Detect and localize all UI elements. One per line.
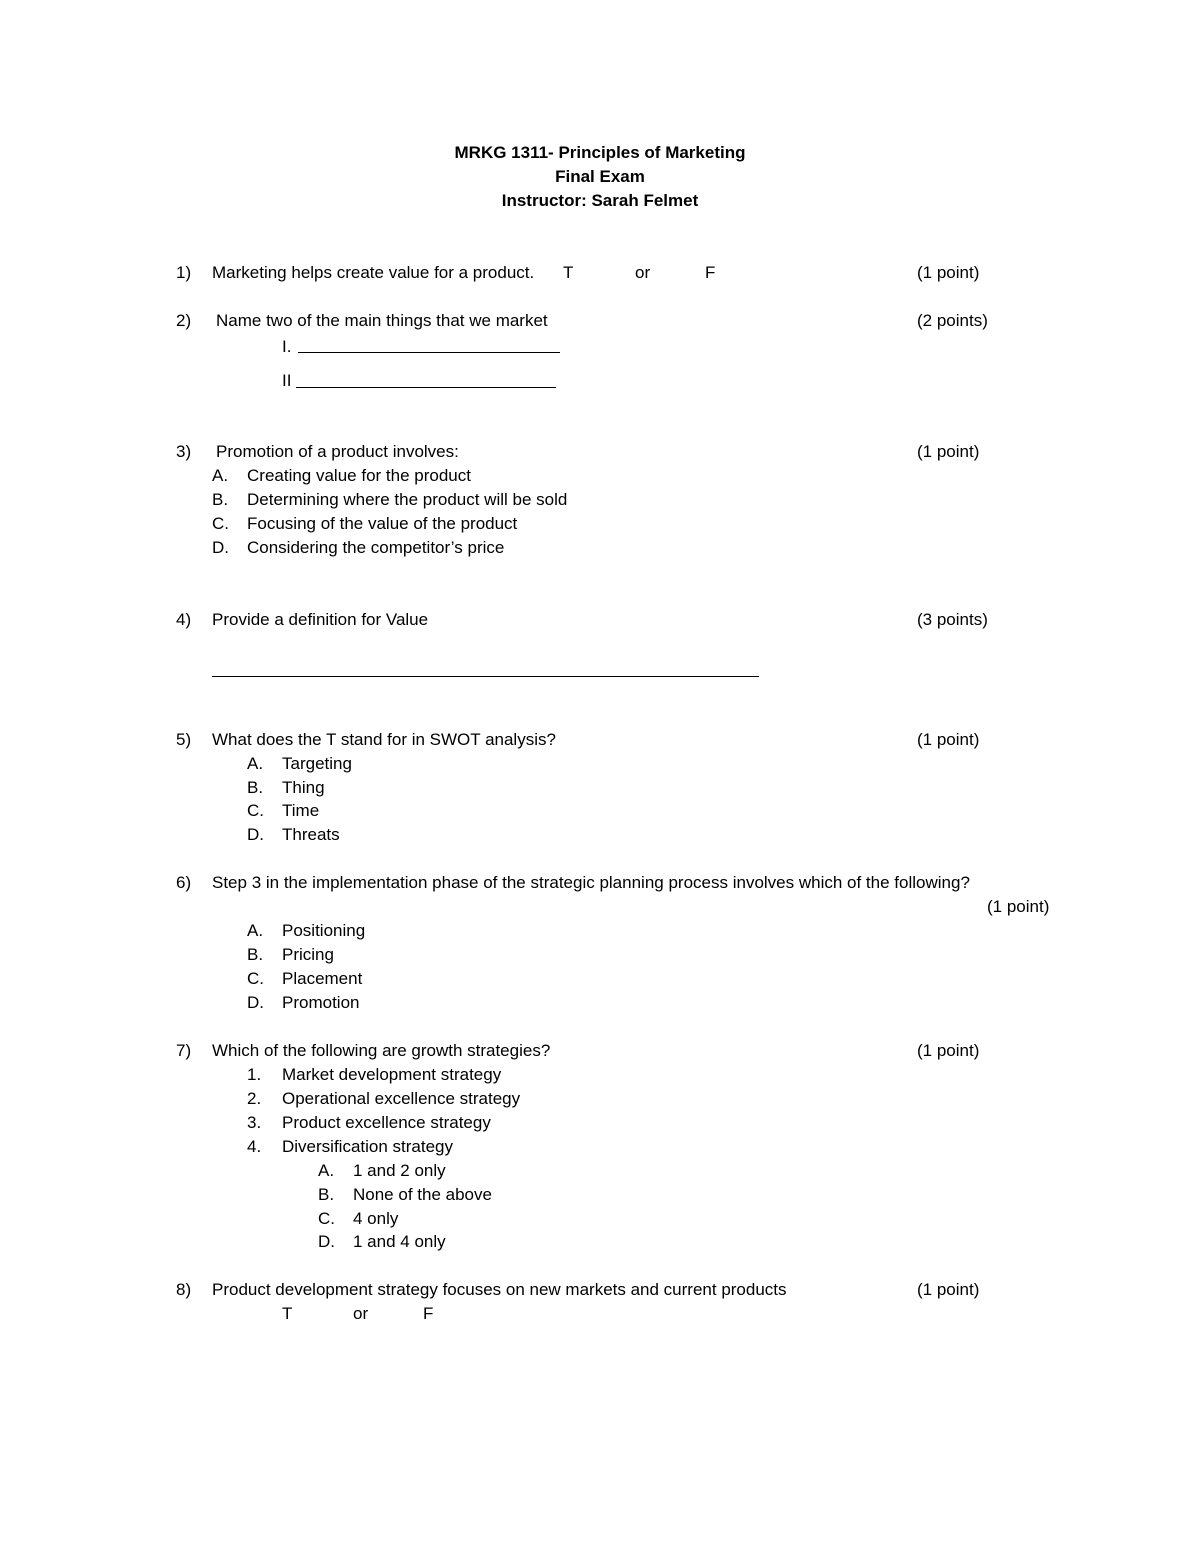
option-letter: B. [212, 490, 229, 509]
option-letter: A. [247, 921, 264, 940]
question-text: Which of the following are growth strategies? [212, 1041, 551, 1060]
question-number: 2) [176, 311, 192, 330]
option-letter: A. [212, 466, 229, 485]
definition-answer-blank[interactable] [212, 676, 759, 677]
option-text[interactable]: 1 and 4 only [353, 1232, 446, 1251]
answer-blank-2[interactable] [296, 387, 556, 388]
question-text: Product development strategy focuses on new markets and current products [212, 1280, 787, 1299]
item-text: Market development strategy [282, 1065, 502, 1084]
item-number: 2. [247, 1089, 262, 1108]
question-points: (1 point) [917, 730, 980, 749]
question-points: (2 points) [917, 311, 988, 330]
question-points: (1 point) [917, 1041, 980, 1060]
item-number: 4. [247, 1137, 262, 1156]
option-letter: C. [247, 801, 264, 820]
question-text: What does the T stand for in SWOT analysis? [212, 730, 556, 749]
option-text[interactable]: Pricing [282, 945, 334, 964]
option-letter: D. [318, 1232, 335, 1251]
question-points: (1 point) [917, 263, 980, 282]
true-option[interactable]: T [282, 1304, 293, 1323]
option-letter: D. [247, 825, 264, 844]
option-text[interactable]: Placement [282, 969, 363, 988]
question-points: (1 point) [917, 1280, 980, 1299]
instructor-line: Instructor: Sarah Felmet [501, 191, 699, 210]
or-label: or [353, 1304, 369, 1323]
option-letter: D. [247, 993, 264, 1012]
option-letter: C. [247, 969, 264, 988]
option-text[interactable]: Creating value for the product [247, 466, 471, 485]
item-text: Operational excellence strategy [282, 1089, 521, 1108]
option-letter: A. [247, 754, 264, 773]
item-text: Diversification strategy [282, 1137, 454, 1156]
option-text[interactable]: Threats [282, 825, 340, 844]
question-number: 3) [176, 442, 192, 461]
question-number: 8) [176, 1280, 192, 1299]
question-points: (3 points) [917, 610, 988, 629]
question-number: 7) [176, 1041, 192, 1060]
item-number: 3. [247, 1113, 262, 1132]
exam-title: Final Exam [555, 167, 645, 186]
question-text: Provide a definition for Value [212, 610, 429, 629]
option-text[interactable]: Targeting [282, 754, 352, 773]
question-text: Marketing helps create value for a product. [212, 263, 535, 282]
option-text[interactable]: Time [282, 801, 320, 820]
item-number: 1. [247, 1065, 262, 1084]
question-text: Step 3 in the implementation phase of the strategic planning process involves which of the following? [212, 873, 970, 892]
blank-label-1: I. [282, 337, 292, 356]
question-points: (1 point) [987, 897, 1050, 916]
option-text[interactable]: None of the above [353, 1185, 492, 1204]
option-text[interactable]: Promotion [282, 993, 360, 1012]
question-number: 1) [176, 263, 192, 282]
true-option[interactable]: T [563, 263, 574, 282]
question-number: 6) [176, 873, 192, 892]
question-number: 4) [176, 610, 192, 629]
option-letter: C. [318, 1209, 335, 1228]
option-letter: D. [212, 538, 229, 557]
question-points: (1 point) [917, 442, 980, 461]
option-text[interactable]: Positioning [282, 921, 366, 940]
option-text[interactable]: 1 and 2 only [353, 1161, 446, 1180]
option-letter: B. [247, 945, 264, 964]
answer-blank-1[interactable] [298, 352, 560, 353]
option-letter: B. [247, 778, 264, 797]
blank-label-2: II [282, 371, 292, 390]
question-number: 5) [176, 730, 192, 749]
question-text: Promotion of a product involves: [216, 442, 459, 461]
option-text[interactable]: Determining where the product will be sold [247, 490, 568, 509]
or-label: or [635, 263, 651, 282]
question-text: Name two of the main things that we market [216, 311, 548, 330]
false-option[interactable]: F [423, 1304, 434, 1323]
option-letter: C. [212, 514, 229, 533]
option-text[interactable]: 4 only [353, 1209, 399, 1228]
option-text[interactable]: Considering the competitor’s price [247, 538, 505, 557]
option-letter: A. [318, 1161, 335, 1180]
option-text[interactable]: Thing [282, 778, 325, 797]
item-text: Product excellence strategy [282, 1113, 491, 1132]
option-letter: B. [318, 1185, 335, 1204]
course-title: MRKG 1311- Principles of Marketing [454, 143, 746, 162]
option-text[interactable]: Focusing of the value of the product [247, 514, 518, 533]
false-option[interactable]: F [705, 263, 716, 282]
